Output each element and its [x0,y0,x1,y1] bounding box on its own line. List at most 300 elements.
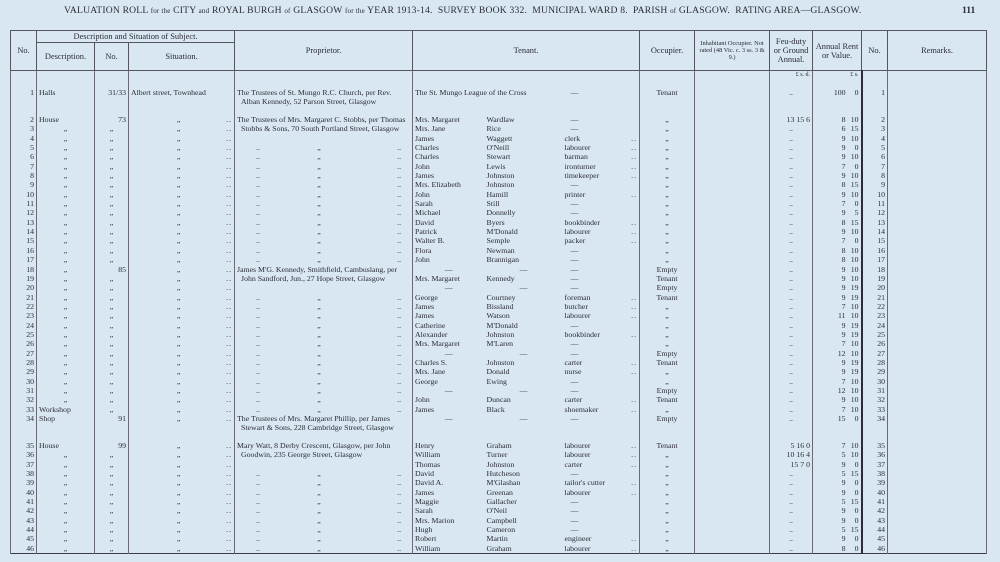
house-number: 73 [95,115,129,124]
situation-text: „ [176,273,181,283]
inhabitant-occupier [695,525,770,534]
rent-pounds: 9 [841,171,846,181]
tenant-surname: Rice [486,124,501,134]
house-number: „ [95,171,129,180]
rent-pounds: 7 [841,404,846,414]
row-number: 20 [11,283,37,292]
rent-shillings: 10 [850,115,859,124]
annual-rent [813,218,862,227]
leader-dots: .. [256,506,260,516]
description: „ [37,190,95,199]
occupier: „ [640,311,695,320]
feu-duty: .. [770,236,813,245]
leader-dots: .. [397,339,402,349]
tenant-surname: Cameron [486,525,516,535]
occupation-text: carter [564,357,583,367]
occupier: „ [640,246,695,255]
rent-shillings: 0 [854,487,859,497]
ditto-mark: „ [317,199,321,209]
tenant-occupation [563,162,640,171]
table-row [11,218,987,227]
row-number: 31 [11,386,37,395]
row-number: 12 [11,208,37,217]
rent-pounds: 9 [841,208,846,218]
situation-text: „ [176,152,181,162]
tenant-occupation [563,171,640,180]
table-row [11,311,987,320]
tenant-first-name: John [413,395,485,404]
row-number: 14 [11,227,37,236]
table-row [11,283,987,292]
feu-duty: .. [770,488,813,497]
house-number: „ [95,321,129,330]
leader-dots: .. [256,189,260,199]
tenant-occupation [563,450,640,459]
remarks [888,180,987,189]
table-row [11,80,987,115]
occupier: „ [640,218,695,227]
occupier: „ [640,199,695,208]
rent-shillings: 10 [850,171,859,181]
tenant-surname: Duncan [486,395,511,405]
situation [129,236,235,245]
leader-dots: .. [631,459,638,469]
tenant-occupation [563,293,640,302]
row-number: 37 [11,460,37,469]
annual-rent [813,441,862,450]
situation-text: „ [176,367,181,377]
inhabitant-occupier [695,460,770,469]
tenant-surname: Semple [486,236,510,246]
remarks [888,293,987,302]
situation-text: „ [176,357,181,367]
tenant-first-name: Mrs. Margaret [413,115,485,124]
leader-dots: .. [631,534,638,544]
rent-shillings: 10 [850,273,859,283]
occupier: „ [640,339,695,348]
leader-dots: .. [631,301,638,311]
description: „ [37,395,95,404]
leader-dots: .. [256,376,260,386]
tenant-occupation [563,478,640,487]
remarks [888,265,987,274]
row-number-right: 10 [862,190,888,199]
rent-pounds: 5 [841,450,846,460]
proprietor-ditto [235,293,413,302]
ditto-mark: „ [317,329,321,339]
house-number: „ [95,339,129,348]
tenant-first-name: — [413,386,485,395]
situation-text: „ [176,208,181,218]
remarks [888,227,987,236]
tenant-first-name: — [413,414,485,441]
tenant-first-name: John [413,162,485,171]
house-number: „ [95,386,129,395]
occupier: „ [640,143,695,152]
row-number: 40 [11,488,37,497]
occupation-text: ironturner [564,161,596,171]
tenant-surname: Newman [486,245,515,255]
remarks [888,460,987,469]
leader-dots: .. [226,320,233,330]
proprietor-ditto [235,143,413,152]
tenant-occupation [563,143,640,152]
ditto-mark: „ [317,339,321,349]
rent-pounds: 8 [841,543,846,553]
row-number: 39 [11,478,37,487]
leader-dots: .. [226,459,233,469]
rent-pounds: 9 [841,320,846,330]
leader-dots: .. [226,367,233,377]
ditto-mark: „ [317,497,321,507]
leader-dots: .. [226,133,233,143]
proprietor-ditto [235,544,413,554]
leader-dots: .. [397,171,402,181]
annual-rent [813,339,862,348]
remarks [888,152,987,161]
tenant-surname: Johnston [486,459,515,469]
leader-dots: .. [226,301,233,311]
ditto-mark: „ [317,376,321,386]
occupation-text: engineer [564,534,592,544]
rent-pounds: 7 [841,199,846,209]
rent-shillings: 19 [850,357,859,367]
description: „ [37,124,95,133]
situation [129,478,235,487]
occupation-text: printer [564,189,586,199]
tenant-occupation [563,395,640,404]
tenant-surname: Stewart [486,152,511,162]
remarks [888,246,987,255]
rent-pounds: 11 [838,311,846,321]
occupier: „ [640,180,695,189]
occupier: „ [640,190,695,199]
row-number-right: 41 [862,497,888,506]
rent-shillings: 0 [854,478,859,488]
proprietor-ditto [235,302,413,311]
house-number: 31/33 [95,80,129,115]
tenant-surname: Wardlaw [486,115,515,124]
leader-dots: .. [226,199,233,209]
house-number: „ [95,236,129,245]
remarks [888,405,987,414]
description: „ [37,236,95,245]
rent-pounds: 9 [841,478,846,488]
occupation-text: labourer [564,543,591,553]
rent-shillings: 10 [850,264,859,274]
table-row [11,367,987,376]
row-number-right: 30 [862,377,888,386]
rent-shillings: 10 [850,189,859,199]
tenant-occupation [563,152,640,161]
remarks [888,395,987,404]
description: „ [37,330,95,339]
proprietor-ditto [235,405,413,414]
ditto-mark: „ [317,487,321,497]
house-number: „ [95,544,129,554]
proprietor-ditto [235,339,413,348]
occupier: „ [640,478,695,487]
proprietor-ditto [235,227,413,236]
feu-duty: .. [770,339,813,348]
house-number: „ [95,478,129,487]
row-number-right: 19 [862,274,888,283]
situation-text: „ [176,311,181,321]
leader-dots: .. [226,236,233,246]
tenant-occupation [563,190,640,199]
tenant-surname: O'Neill [486,143,510,153]
header-tenant: Tenant. [413,31,640,71]
rent-shillings: 10 [850,301,859,311]
leader-dots: .. [226,395,233,405]
description: Workshop [37,405,95,414]
tenant-first-name: Flora [413,246,485,255]
inhabitant-occupier [695,405,770,414]
description: „ [37,143,95,152]
occupation-text: — [570,525,579,535]
feu-duty: .. [770,414,813,441]
rent-pounds: 8 [841,180,846,190]
house-number: „ [95,516,129,525]
inhabitant-occupier [695,339,770,348]
situation [129,386,235,395]
rent-shillings: 0 [854,199,859,209]
situation [129,395,235,404]
tenant-first-name: Michael [413,208,485,217]
rent-pounds: 12 [837,385,846,395]
description: „ [37,208,95,217]
leader-dots: .. [256,301,260,311]
description: „ [37,478,95,487]
row-number: 42 [11,506,37,515]
occupation-text: clerk [564,133,581,143]
tenant-surname: — [519,264,528,274]
situation [129,171,235,180]
tenant-occupation [563,311,640,320]
feu-duty: .. [770,134,813,143]
rent-pounds: 9 [841,395,846,405]
row-number-right: 18 [862,265,888,274]
remarks [888,469,987,478]
occupation-text: — [570,255,579,265]
tenant-first-name: William [413,450,485,459]
annual-rent [813,265,862,274]
row-number-right: 13 [862,218,888,227]
remarks [888,199,987,208]
table-row [11,358,987,367]
header-occupier: Occupier. [640,31,695,71]
annual-rent [813,478,862,487]
leader-dots: .. [256,171,260,181]
rent-shillings: 10 [850,348,859,358]
row-number-right: 27 [862,349,888,358]
inhabitant-occupier [695,367,770,376]
leader-dots: .. [226,292,233,302]
tenant-surname: Johnston [486,180,515,190]
tenant-surname: Turner [486,450,508,460]
rent-pounds: 9 [841,292,846,302]
leader-dots: .. [256,515,260,525]
tenant-occupation [563,414,640,441]
inhabitant-occupier [695,386,770,395]
tenant-occupation [563,265,640,274]
house-number: „ [95,246,129,255]
situation-text: „ [176,217,181,227]
table-row [11,180,987,189]
occupier: „ [640,302,695,311]
annual-rent [813,283,862,292]
header-feu-duty: Feu-duty or Ground Annual. [770,31,813,71]
occupation-text: — [570,115,579,124]
rent-pounds: 100 [833,88,846,97]
situation [129,115,235,124]
inhabitant-occupier [695,218,770,227]
tenant-occupation [563,339,640,348]
tenant-surname: Graham [486,543,512,553]
annual-rent [813,274,862,283]
annual-rent [813,246,862,255]
leader-dots: .. [226,339,233,349]
table-row [11,152,987,161]
tenant-surname: Gallacher [486,497,517,507]
leader-dots: .. [256,161,260,171]
row-number-right: 37 [862,460,888,469]
feu-duty: .. [770,544,813,554]
description: „ [37,246,95,255]
tenant-occupation [563,488,640,497]
inhabitant-occupier [695,488,770,497]
rent-shillings: 15 [850,497,859,507]
proprietor-ditto [235,525,413,534]
leader-dots: .. [256,292,260,302]
rent-pounds: 8 [841,255,846,265]
leader-dots: .. [256,311,260,321]
feu-duty: .. [770,246,813,255]
occupation-text: — [570,208,579,218]
tenant-surname: Black [486,404,505,414]
leader-dots: .. [226,208,233,218]
leader-dots: .. [226,478,233,488]
remarks [888,349,987,358]
row-number-right: 31 [862,386,888,395]
tenant-occupation [563,124,640,133]
leader-dots: .. [226,124,233,134]
ditto-mark: „ [317,534,321,544]
situation [129,516,235,525]
tenant-surname: Campbell [486,515,517,525]
inhabitant-occupier [695,506,770,515]
description: House [37,115,95,124]
tenant-first-name: Robert [413,534,485,543]
tenant-occupation [563,236,640,245]
house-number: „ [95,460,129,469]
remarks [888,544,987,554]
annual-rent [813,162,862,171]
row-number: 32 [11,395,37,404]
tenant-surname: M'Glashan [486,478,521,488]
proprietor: The Trustees of Mrs. Margaret C. Stobbs, per Thomas Stobbs & Sons, 70 South Portland Street, Glasgow [235,115,413,143]
table-row [11,330,987,339]
occupier: „ [640,469,695,478]
description: „ [37,460,95,469]
situation-text: „ [176,180,181,190]
header-no: No. [11,31,37,71]
annual-rent [813,516,862,525]
ditto-mark: „ [317,301,321,311]
situation [129,497,235,506]
leader-dots: .. [226,152,233,162]
parish: GLASGOW. [678,5,731,16]
rent-pounds: 15 [837,414,846,423]
leader-dots: .. [256,534,260,544]
table-row [11,377,987,386]
rent-shillings: 15 [850,217,859,227]
description: „ [37,274,95,283]
row-number-right: 21 [862,293,888,302]
table-row [11,544,987,554]
rent-shillings: 0 [854,459,859,469]
table-row [11,497,987,506]
occupation-text: packer [564,236,586,246]
tenant-first-name: Mrs. Margaret [413,339,485,348]
leader-dots: .. [226,357,233,367]
row-number-right: 26 [862,339,888,348]
occupier: Empty [640,386,695,395]
row-number-right: 40 [862,488,888,497]
description: „ [37,544,95,554]
ditto-mark: „ [317,395,321,405]
situation [129,227,235,236]
occupation-text: carter [564,459,583,469]
situation-text: „ [176,515,181,525]
leader-dots: .. [226,487,233,497]
rent-shillings: 10 [850,395,859,405]
leader-dots: .. [256,152,260,162]
house-number: „ [95,190,129,199]
occupier: „ [640,367,695,376]
table-row [11,143,987,152]
situation-text: „ [176,525,181,535]
situation-text: „ [176,264,181,274]
feu-duty: .. [770,208,813,217]
inhabitant-occupier [695,441,770,450]
situation [129,441,235,450]
leader-dots: .. [256,143,260,153]
tenant-occupation [563,349,640,358]
leader-dots: .. [256,367,260,377]
house-number: „ [95,469,129,478]
tenant-first-name: George [413,377,485,386]
description: „ [37,302,95,311]
rent-shillings: 19 [850,329,859,339]
tenant-occupation [563,377,640,386]
row-number: 3 [11,124,37,133]
annual-rent [813,377,862,386]
rent-shillings: 15 [850,525,859,535]
feu-duty: .. [770,349,813,358]
row-number: 5 [11,143,37,152]
proprietor-ditto [235,171,413,180]
row-number-right: 29 [862,367,888,376]
proprietor-ditto [235,180,413,189]
annual-rent [813,124,862,133]
tenant-first-name: Mrs. Elizabeth [413,180,485,189]
row-number-right: 32 [862,395,888,404]
rent-pounds: 9 [841,357,846,367]
annual-rent [813,255,862,264]
tenant-occupation [563,469,640,478]
remarks [888,115,987,124]
